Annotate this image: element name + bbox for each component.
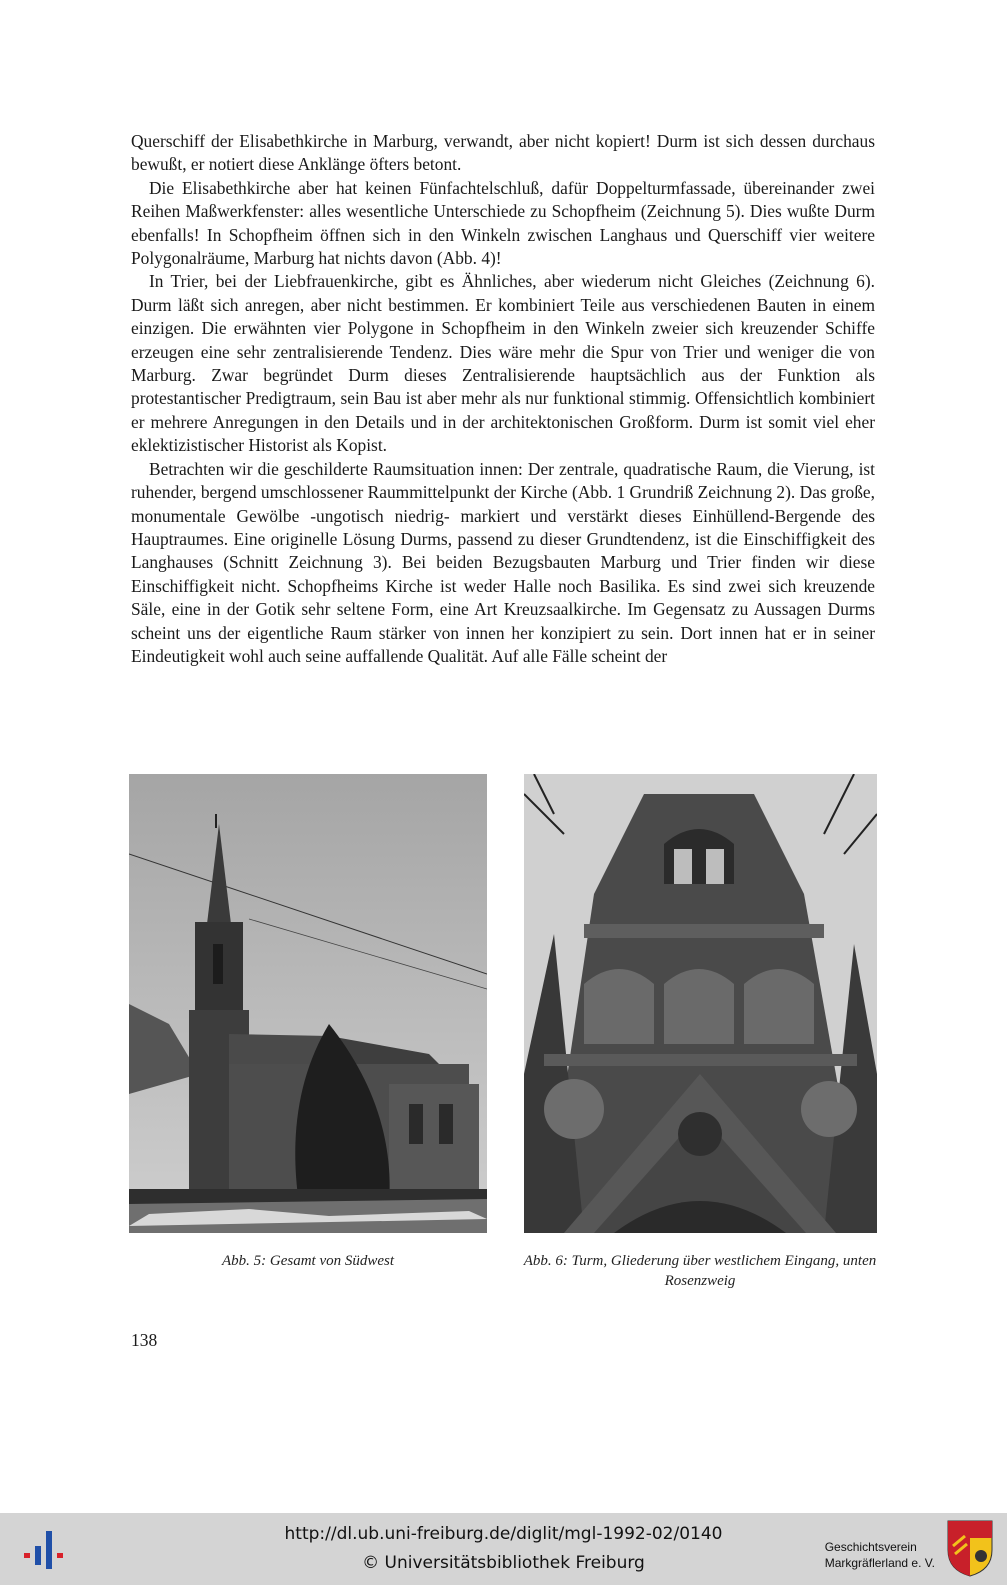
society-line: Markgräflerland e. V. [824,1556,935,1570]
page-number: 138 [131,1330,158,1350]
paragraph: Die Elisabethkirche aber hat keinen Fünfachtelschluß, dafür Doppelturmfassade, übereinander zwei Reihen Maßwerkfenster: alles wesentliche Unterschiede zu Schopfheim (Zeichnung 5). Dies wußte Durm ebenfalls! In Schopfheim öffnen sich in den Winkeln zwischen Langhaus und Querschiff vier weitere Polygonalräume, Marburg hat nichts davon (Abb. 4)! [131,177,875,269]
coat-of-arms-icon [945,1518,995,1578]
footer-bar [0,1513,1007,1585]
paragraph: Betrachten wir die geschilderte Raumsituation innen: Der zentrale, quadratische Raum, die Vierung, ist ruhender, bergend umschlossener Raummittelpunkt der Kirche (Abb. 1 Grundriß Zeichnung 2). Das große, monumentale Gewölbe -ungotisch niedrig- markiert und verstärkt dieses Einhüllend-Bergende des Hauptraumes. Eine originelle Lösung Durms, passend zu dieser Grundtendenz, ist die Einschiffigkeit des Langhauses (Schnitt Zeichnung 3). Bei beiden Bezugsbauten Marburg und Trier finden wir diese Einschiffigkeit nicht. Schopfheims Kirche ist weder Halle noch Basilika. Es sind zwei sich kreuzende Säle, eine in der Gotik sehr seltene Form, eine Art Kreuzsaalkirche. Im Gegensatz zu Aussagen Durms scheint uns der eigentliche Raum stärker von innen her konzipiert zu sein. Dort innen hat er in seiner Eindeutigkeit wohl auch seine auffallende Qualität. Auf alle Fälle scheint der [131,458,875,666]
church-photo [129,774,487,1233]
paragraph: Querschiff der Elisabethkirche in Marburg, verwandt, aber nicht kopiert! Durm ist sich dessen durchaus bewußt, er notiert diese Anklänge öfters betont. [131,131,875,175]
society-line: Geschichtsverein [824,1540,917,1554]
society-name [825,1539,935,1571]
copyright-text: © Universitätsbibliothek Freiburg [362,1553,645,1573]
document-url-link[interactable]: http://dl.ub.uni-freiburg.de/diglit/mgl-1992-02/0140 [284,1524,723,1544]
tower-detail-photo [524,774,877,1233]
figure-caption: Abb. 5: Gesamt von Südwest [221,1253,395,1269]
body-text [131,130,875,668]
figure-caption: Abb. 6: Turm, Gliederung über westlichem Eingang, unten Rosenzweig [523,1253,877,1289]
paragraph: In Trier, bei der Liebfrauenkirche, gibt es Ähnliches, aber wiederum nicht Gleiches (Zeichnung 6). Durm läßt sich anregen, aber nicht bestimmen. Er kombiniert Teile aus verschiedenen Bauten in einem einzigen. Die erwähnten vier Polygone in Schopfheim in den Winkeln zweier sich kreuzender Schiffe erzeugen eine sehr zentralisierende Tendenz. Dies wäre mehr die Spur von Trier und weniger die von Marburg. Zwar begründet Durm dieses Zentralisierende hauptsächlich aus der Funktion als protestantischer Predigtraum, sein Bau ist aber mehr als nur funktional stimmig. Offensichtlich kombiniert er mehrere Anregungen in den Details und in der architektonischen Großform. Durm ist somit viel eher eklektizistischer Historist als Kopist. [131,271,875,456]
